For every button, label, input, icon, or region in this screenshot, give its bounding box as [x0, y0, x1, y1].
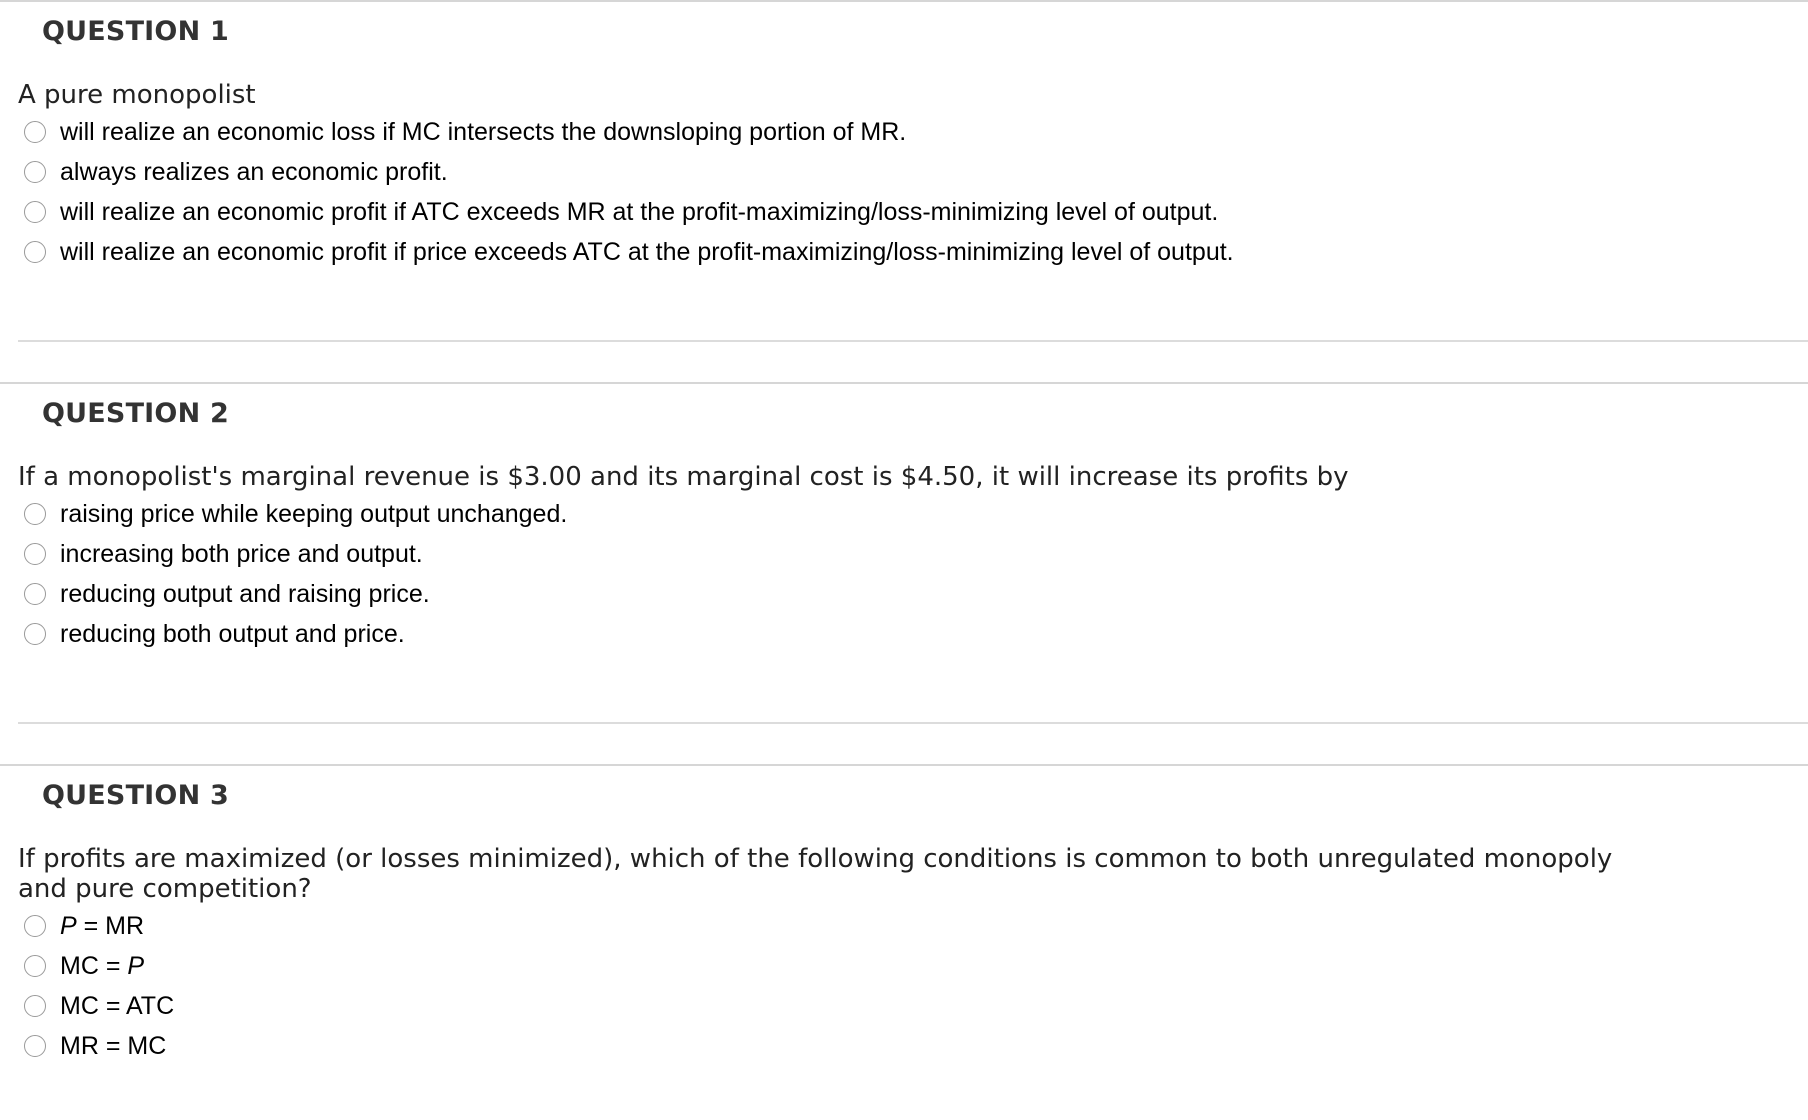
- question-bottom-divider: [18, 722, 1808, 724]
- radio-button[interactable]: [24, 623, 46, 645]
- answer-option[interactable]: [24, 1026, 174, 1066]
- option-label[interactable]: always realizes an economic profit.: [60, 158, 448, 186]
- option-label[interactable]: will realize an economic profit if price exceeds ATC at the profit-maximizing/loss-minimizing level of output.: [60, 238, 1234, 266]
- option-label-pre: MC =: [60, 952, 128, 980]
- question-divider: [0, 0, 1808, 2]
- radio-button[interactable]: [24, 121, 46, 143]
- question-prompt: If a monopolist's marginal revenue is $3.00 and its marginal cost is $4.50, it will increase its profits by: [18, 462, 1349, 492]
- question-prompt: If profits are maximized (or losses minimized), which of the following conditions is common to both unregulated monopoly and pure competition?: [18, 844, 1613, 904]
- question-title: QUESTION 2: [42, 398, 229, 429]
- answer-option[interactable]: [24, 986, 174, 1026]
- answer-option[interactable]: [24, 494, 567, 534]
- radio-button[interactable]: [24, 1035, 46, 1057]
- option-label[interactable]: will realize an economic profit if ATC exceeds MR at the profit-maximizing/loss-minimizing level of output.: [60, 198, 1219, 226]
- radio-button[interactable]: [24, 161, 46, 183]
- answer-option[interactable]: [24, 614, 567, 654]
- question-divider: [0, 382, 1808, 384]
- answer-options: [24, 494, 567, 654]
- question-prompt: A pure monopolist: [18, 80, 256, 110]
- answer-option[interactable]: [24, 946, 174, 986]
- answer-option[interactable]: [24, 574, 567, 614]
- radio-button[interactable]: [24, 201, 46, 223]
- radio-button[interactable]: [24, 503, 46, 525]
- option-label[interactable]: [60, 911, 144, 941]
- option-label[interactable]: MR = MC: [60, 1032, 167, 1060]
- question-title: QUESTION 3: [42, 780, 229, 811]
- question-title: QUESTION 1: [42, 16, 229, 47]
- option-label[interactable]: raising price while keeping output unchanged.: [60, 500, 568, 528]
- option-label[interactable]: increasing both price and output.: [60, 540, 423, 568]
- radio-button[interactable]: [24, 583, 46, 605]
- option-label-variable: P: [127, 952, 145, 980]
- option-label-post: = MR: [76, 912, 145, 940]
- radio-button[interactable]: [24, 241, 46, 263]
- answer-option[interactable]: [24, 534, 567, 574]
- answer-option[interactable]: [24, 232, 1234, 272]
- answer-options: [24, 906, 174, 1066]
- answer-option[interactable]: [24, 112, 1234, 152]
- radio-button[interactable]: [24, 955, 46, 977]
- answer-option[interactable]: [24, 152, 1234, 192]
- option-label-variable: P: [60, 912, 77, 940]
- answer-options: [24, 112, 1234, 272]
- answer-option[interactable]: [24, 192, 1234, 232]
- radio-button[interactable]: [24, 543, 46, 565]
- option-label[interactable]: reducing output and raising price.: [60, 580, 430, 608]
- question-divider: [0, 764, 1808, 766]
- option-label[interactable]: MC = ATC: [60, 992, 175, 1020]
- radio-button[interactable]: [24, 995, 46, 1017]
- answer-option[interactable]: [24, 906, 174, 946]
- option-label[interactable]: reducing both output and price.: [60, 620, 405, 648]
- option-label[interactable]: will realize an economic loss if MC intersects the downsloping portion of MR.: [60, 118, 907, 146]
- question-bottom-divider: [18, 340, 1808, 342]
- radio-button[interactable]: [24, 915, 46, 937]
- option-label[interactable]: [60, 951, 144, 981]
